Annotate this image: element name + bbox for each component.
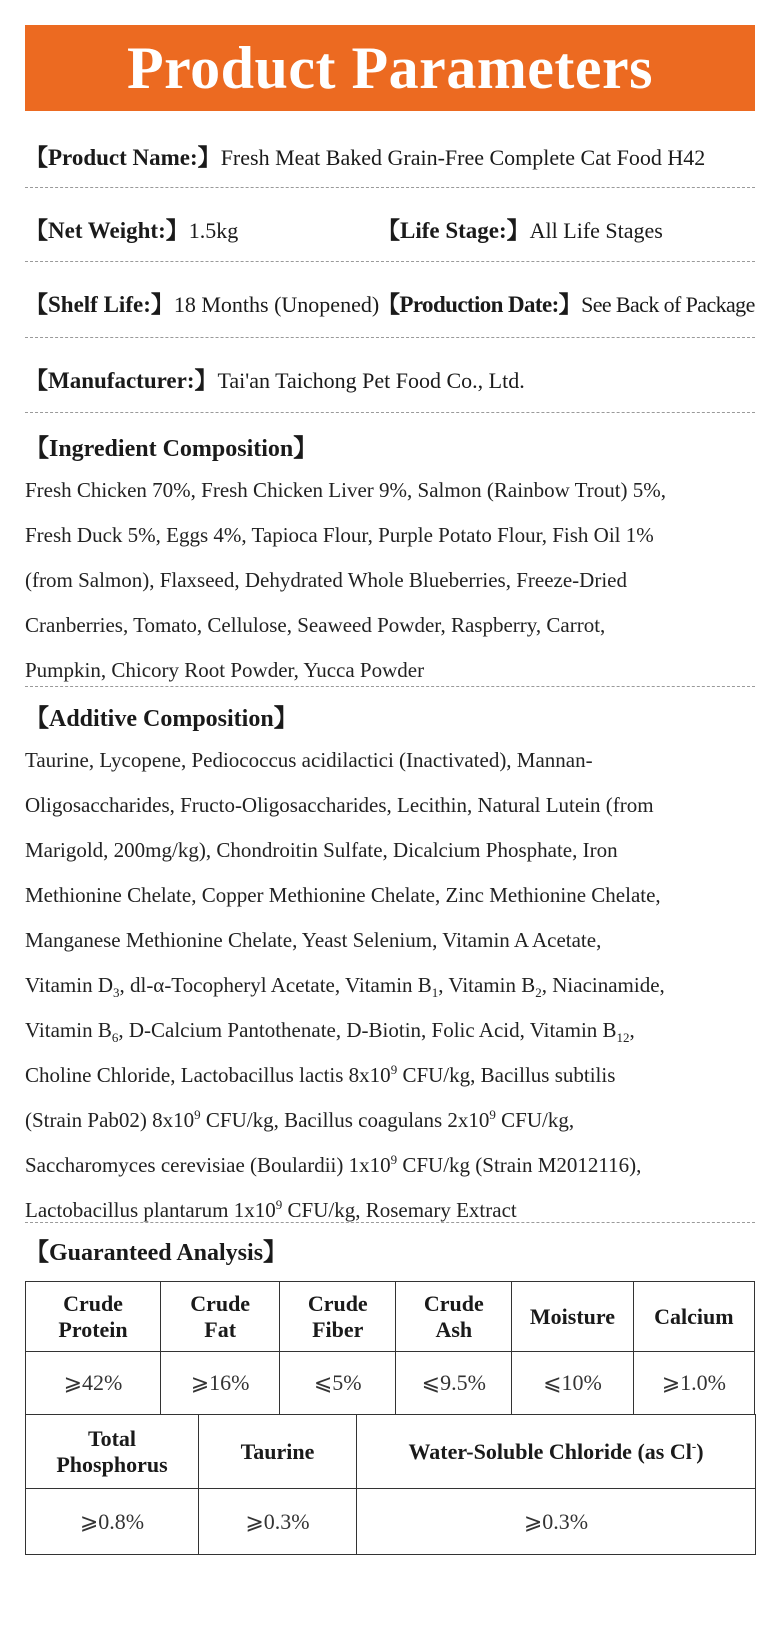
analysis-title: 【Guaranteed Analysis】 bbox=[25, 1240, 288, 1266]
text: CFU/kg, Rosemary Extract bbox=[282, 1198, 517, 1222]
analysis-table-1 bbox=[25, 1281, 755, 1415]
header-text: Total bbox=[87, 1425, 137, 1451]
subscript: 3 bbox=[112, 985, 120, 1001]
life-stage-field bbox=[377, 216, 663, 246]
text: CFU/kg, Bacillus coagulans 2x10 bbox=[200, 1108, 490, 1132]
subscript: 1 bbox=[431, 985, 439, 1001]
subscript: 6 bbox=[111, 1030, 119, 1046]
net-weight-value: 1.5kg bbox=[188, 218, 239, 243]
header-cell bbox=[280, 1282, 396, 1352]
text: CFU/kg, Bacillus subtilis bbox=[397, 1063, 616, 1087]
shelf-production-row bbox=[25, 290, 755, 320]
superscript: 9 bbox=[275, 1197, 283, 1212]
text: CFU/kg (Strain M2012116), bbox=[397, 1153, 642, 1177]
additive-line bbox=[25, 1143, 760, 1188]
ingredient-line: (from Salmon), Flaxseed, Dehydrated Whole Blueberries, Freeze-Dried bbox=[25, 568, 627, 592]
header-cell bbox=[26, 1415, 199, 1489]
text: , Vitamin B bbox=[438, 973, 536, 997]
header-cell bbox=[161, 1282, 280, 1352]
ingredient-title: 【Ingredient Composition】 bbox=[25, 436, 318, 462]
shelf-life-field bbox=[25, 290, 379, 320]
superscript: 9 bbox=[390, 1062, 398, 1077]
text: , bbox=[629, 1018, 635, 1042]
text: , Niacinamide, bbox=[541, 973, 665, 997]
table-value-row bbox=[26, 1352, 755, 1415]
header-cell bbox=[512, 1282, 633, 1352]
additive-line bbox=[25, 1053, 760, 1098]
divider bbox=[25, 337, 755, 338]
divider bbox=[25, 1222, 755, 1223]
value-cell: ⩽5% bbox=[280, 1352, 396, 1415]
additive-line: Methionine Chelate, Copper Methionine Chelate, Zinc Methionine Chelate, bbox=[25, 883, 661, 907]
net-weight-field bbox=[25, 216, 238, 246]
header-text: Protein bbox=[58, 1316, 128, 1342]
table-value-row bbox=[26, 1489, 756, 1555]
text: CFU/kg, bbox=[495, 1108, 575, 1132]
ingredient-line: Pumpkin, Chicory Root Powder, Yucca Powder bbox=[25, 658, 425, 682]
divider bbox=[25, 261, 755, 262]
header-text: Taurine bbox=[240, 1438, 315, 1464]
production-date-value: See Back of Package bbox=[581, 292, 755, 317]
shelf-life-value: 18 Months (Unopened) bbox=[173, 292, 380, 317]
text: (Strain Pab02) 8x10 bbox=[25, 1108, 195, 1132]
product-name-value: Fresh Meat Baked Grain-Free Complete Cat Food H42 bbox=[220, 145, 706, 170]
header-text: Crude bbox=[190, 1290, 251, 1316]
header-text: Fiber bbox=[312, 1316, 364, 1342]
manufacturer-field bbox=[25, 366, 525, 396]
weight-stage-row bbox=[25, 216, 755, 246]
page-title: Product Parameters bbox=[126, 35, 654, 101]
header-text: ) bbox=[696, 1438, 704, 1464]
life-stage-value: All Life Stages bbox=[529, 218, 663, 243]
divider bbox=[25, 412, 755, 413]
additive-line: Manganese Methionine Chelate, Yeast Selenium, Vitamin A Acetate, bbox=[25, 928, 602, 952]
value-cell: ⩽10% bbox=[512, 1352, 633, 1415]
product-name-field bbox=[25, 143, 705, 173]
ingredient-text bbox=[25, 468, 760, 693]
header-text: Ash bbox=[435, 1316, 473, 1342]
text: Lactobacillus plantarum 1x10 bbox=[25, 1198, 276, 1222]
additive-line: Oligosaccharides, Fructo-Oligosaccharides, Lecithin, Natural Lutein (from bbox=[25, 793, 654, 817]
ingredient-line: Fresh Chicken 70%, Fresh Chicken Liver 9%, Salmon (Rainbow Trout) 5%, bbox=[25, 478, 667, 502]
text: Choline Chloride, Lactobacillus lactis 8x10 bbox=[25, 1063, 391, 1087]
superscript: 9 bbox=[390, 1152, 398, 1167]
manufacturer-value: Tai'an Taichong Pet Food Co., Ltd. bbox=[217, 368, 525, 393]
divider bbox=[25, 187, 755, 188]
header-text: Calcium bbox=[654, 1303, 734, 1329]
header-text: Crude bbox=[423, 1290, 484, 1316]
production-date-field bbox=[377, 290, 755, 320]
additive-text bbox=[25, 738, 760, 1233]
table-header-row bbox=[26, 1282, 755, 1352]
superscript: - bbox=[691, 1438, 697, 1454]
text: Vitamin D bbox=[25, 973, 113, 997]
additive-line bbox=[25, 1188, 760, 1233]
header-cell bbox=[633, 1282, 754, 1352]
additive-line bbox=[25, 963, 760, 1008]
value-cell: ⩾0.3% bbox=[357, 1489, 756, 1555]
value-cell: ⩾0.3% bbox=[199, 1489, 357, 1555]
superscript: 9 bbox=[194, 1107, 201, 1122]
header-cell bbox=[199, 1415, 357, 1489]
value-cell: ⩽9.5% bbox=[396, 1352, 512, 1415]
header-cell bbox=[357, 1415, 756, 1489]
additive-line: Marigold, 200mg/kg), Chondroitin Sulfate, Dicalcium Phosphate, Iron bbox=[25, 838, 618, 862]
manufacturer-label: 【Manufacturer:】 bbox=[25, 368, 218, 393]
additive-title: 【Additive Composition】 bbox=[25, 706, 298, 732]
product-name-label: 【Product Name:】 bbox=[25, 145, 221, 170]
divider bbox=[25, 686, 755, 687]
header-text: Moisture bbox=[529, 1303, 616, 1329]
value-cell: ⩾1.0% bbox=[633, 1352, 754, 1415]
subscript: 2 bbox=[535, 985, 542, 1001]
value-cell: ⩾42% bbox=[26, 1352, 161, 1415]
product-name-row bbox=[25, 143, 755, 173]
value-cell: ⩾16% bbox=[161, 1352, 280, 1415]
ingredient-line: Fresh Duck 5%, Eggs 4%, Tapioca Flour, Purple Potato Flour, Fish Oil 1% bbox=[25, 523, 654, 547]
additive-line: Taurine, Lycopene, Pediococcus acidilactici (Inactivated), Mannan- bbox=[25, 748, 593, 772]
header-text: Crude bbox=[307, 1290, 368, 1316]
value-cell: ⩾0.8% bbox=[26, 1489, 199, 1555]
header-text: Fat bbox=[204, 1316, 237, 1342]
ingredient-line: Cranberries, Tomato, Cellulose, Seaweed Powder, Raspberry, Carrot, bbox=[25, 613, 606, 637]
manufacturer-row bbox=[25, 366, 755, 396]
production-date-label: 【Production Date:】 bbox=[377, 292, 582, 317]
text: , D-Calcium Pantothenate, D-Biotin, Folic Acid, Vitamin B bbox=[118, 1018, 617, 1042]
additive-line bbox=[25, 1098, 760, 1143]
header-banner bbox=[25, 25, 755, 111]
header-text: Water-Soluble Chloride (as Cl bbox=[408, 1438, 692, 1464]
table-header-row bbox=[26, 1415, 756, 1489]
life-stage-label: 【Life Stage:】 bbox=[377, 218, 530, 243]
superscript: 9 bbox=[489, 1107, 496, 1122]
text: Saccharomyces cerevisiae (Boulardii) 1x10 bbox=[25, 1153, 391, 1177]
header-text: Phosphorus bbox=[56, 1451, 168, 1477]
header-cell bbox=[396, 1282, 512, 1352]
header-text: Crude bbox=[63, 1290, 123, 1316]
text: , dl-α-Tocopheryl Acetate, Vitamin B bbox=[119, 973, 432, 997]
subscript: 12 bbox=[616, 1030, 630, 1046]
header-cell bbox=[26, 1282, 161, 1352]
text: Vitamin B bbox=[25, 1018, 112, 1042]
net-weight-label: 【Net Weight:】 bbox=[25, 218, 189, 243]
additive-line bbox=[25, 1008, 760, 1053]
shelf-life-label: 【Shelf Life:】 bbox=[25, 292, 174, 317]
analysis-table-2 bbox=[25, 1414, 756, 1555]
